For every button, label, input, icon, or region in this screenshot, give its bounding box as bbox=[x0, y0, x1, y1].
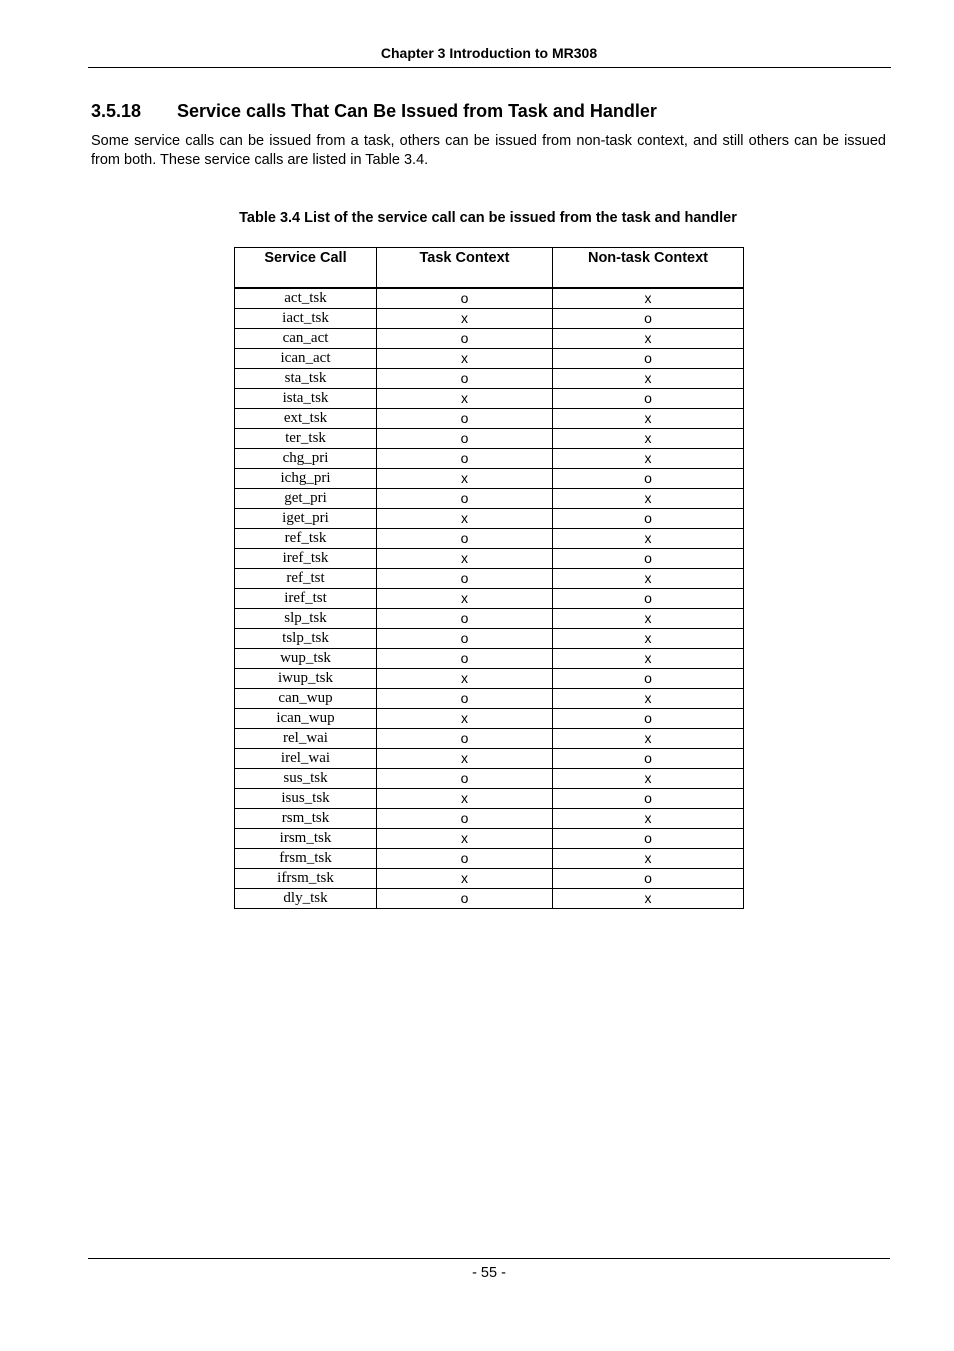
service-call-cell: ican_wup bbox=[235, 709, 377, 729]
service-call-cell: isus_tsk bbox=[235, 789, 377, 809]
table-row bbox=[235, 509, 744, 529]
task-context-cell: o bbox=[377, 769, 553, 789]
task-context-cell: o bbox=[377, 489, 553, 509]
table-row bbox=[235, 389, 744, 409]
non-task-context-cell: x bbox=[553, 288, 744, 309]
task-context-cell: o bbox=[377, 689, 553, 709]
task-context-cell: o bbox=[377, 449, 553, 469]
non-task-context-cell: o bbox=[553, 309, 744, 329]
table-row bbox=[235, 549, 744, 569]
non-task-context-cell: o bbox=[553, 509, 744, 529]
table-row bbox=[235, 769, 744, 789]
table-row bbox=[235, 829, 744, 849]
table-row bbox=[235, 589, 744, 609]
service-call-cell: irsm_tsk bbox=[235, 829, 377, 849]
non-task-context-cell: o bbox=[553, 349, 744, 369]
service-call-cell: tslp_tsk bbox=[235, 629, 377, 649]
table-row bbox=[235, 649, 744, 669]
task-context-cell: x bbox=[377, 309, 553, 329]
task-context-cell: o bbox=[377, 849, 553, 869]
non-task-context-cell: x bbox=[553, 529, 744, 549]
task-context-cell: x bbox=[377, 469, 553, 489]
section-number: 3.5.18 bbox=[91, 101, 142, 121]
non-task-context-cell: x bbox=[553, 449, 744, 469]
table-row bbox=[235, 749, 744, 769]
service-call-cell: ifrsm_tsk bbox=[235, 869, 377, 889]
non-task-context-cell: o bbox=[553, 469, 744, 489]
table-row bbox=[235, 429, 744, 449]
service-call-cell: ichg_pri bbox=[235, 469, 377, 489]
table-body bbox=[235, 288, 744, 909]
table-row bbox=[235, 569, 744, 589]
header-rule bbox=[88, 67, 891, 68]
task-context-cell: o bbox=[377, 409, 553, 429]
task-context-cell: o bbox=[377, 369, 553, 389]
service-call-cell: wup_tsk bbox=[235, 649, 377, 669]
non-task-context-cell: o bbox=[553, 829, 744, 849]
table-row bbox=[235, 369, 744, 389]
service-call-cell: iact_tsk bbox=[235, 309, 377, 329]
task-context-cell: o bbox=[377, 729, 553, 749]
non-task-context-cell: o bbox=[553, 389, 744, 409]
task-context-cell: o bbox=[377, 529, 553, 549]
table-row bbox=[235, 709, 744, 729]
table-row bbox=[235, 729, 744, 749]
non-task-context-cell: x bbox=[553, 489, 744, 509]
task-context-cell: x bbox=[377, 709, 553, 729]
service-call-cell: dly_tsk bbox=[235, 889, 377, 909]
non-task-context-cell: x bbox=[553, 889, 744, 909]
non-task-context-cell: x bbox=[553, 429, 744, 449]
table-row bbox=[235, 629, 744, 649]
table-row bbox=[235, 529, 744, 549]
table-row bbox=[235, 889, 744, 909]
task-context-cell: x bbox=[377, 749, 553, 769]
service-call-cell: irel_wai bbox=[235, 749, 377, 769]
table-header-row bbox=[235, 248, 744, 289]
task-context-cell: o bbox=[377, 288, 553, 309]
non-task-context-cell: x bbox=[553, 609, 744, 629]
table-row bbox=[235, 869, 744, 889]
table-caption: Table 3.4 List of the service call can be issued from the task and handler bbox=[239, 210, 737, 226]
non-task-context-cell: x bbox=[553, 809, 744, 829]
running-header: Chapter 3 Introduction to MR308 bbox=[380, 45, 598, 61]
service-call-cell: rel_wai bbox=[235, 729, 377, 749]
non-task-context-cell: o bbox=[553, 749, 744, 769]
non-task-context-cell: x bbox=[553, 769, 744, 789]
non-task-context-cell: x bbox=[553, 569, 744, 589]
task-context-cell: o bbox=[377, 429, 553, 449]
task-context-cell: x bbox=[377, 829, 553, 849]
section-title: Service calls That Can Be Issued from Task and Handler bbox=[177, 101, 657, 121]
service-call-cell: chg_pri bbox=[235, 449, 377, 469]
task-context-cell: o bbox=[377, 569, 553, 589]
service-call-cell: act_tsk bbox=[235, 288, 377, 309]
task-context-cell: x bbox=[377, 349, 553, 369]
table-row bbox=[235, 809, 744, 829]
service-call-cell: frsm_tsk bbox=[235, 849, 377, 869]
table-row bbox=[235, 689, 744, 709]
service-call-cell: ter_tsk bbox=[235, 429, 377, 449]
non-task-context-cell: x bbox=[553, 329, 744, 349]
table-row bbox=[235, 288, 744, 309]
non-task-context-cell: o bbox=[553, 869, 744, 889]
service-call-cell: iref_tsk bbox=[235, 549, 377, 569]
page-number: - 55 - bbox=[472, 1265, 506, 1281]
intro-paragraph: Some service calls can be issued from a task, others can be issued from non-task context, and still others can be issued from both. These service calls are listed in Table 3.4. bbox=[91, 133, 886, 168]
footer-rule bbox=[88, 1258, 890, 1259]
non-task-context-cell: o bbox=[553, 589, 744, 609]
non-task-context-cell: x bbox=[553, 629, 744, 649]
task-context-cell: o bbox=[377, 889, 553, 909]
non-task-context-cell: o bbox=[553, 789, 744, 809]
service-call-cell: ref_tst bbox=[235, 569, 377, 589]
non-task-context-cell: x bbox=[553, 369, 744, 389]
table-row bbox=[235, 329, 744, 349]
task-context-cell: o bbox=[377, 629, 553, 649]
task-context-cell: x bbox=[377, 589, 553, 609]
service-call-cell: rsm_tsk bbox=[235, 809, 377, 829]
service-call-table bbox=[234, 247, 744, 909]
task-context-cell: x bbox=[377, 509, 553, 529]
non-task-context-cell: x bbox=[553, 689, 744, 709]
non-task-context-cell: o bbox=[553, 549, 744, 569]
column-header-service-call: Service Call bbox=[235, 248, 377, 289]
non-task-context-cell: o bbox=[553, 669, 744, 689]
non-task-context-cell: x bbox=[553, 409, 744, 429]
service-call-cell: ext_tsk bbox=[235, 409, 377, 429]
non-task-context-cell: o bbox=[553, 709, 744, 729]
service-call-cell: can_wup bbox=[235, 689, 377, 709]
table-row bbox=[235, 469, 744, 489]
task-context-cell: x bbox=[377, 669, 553, 689]
service-call-cell: sta_tsk bbox=[235, 369, 377, 389]
table-row bbox=[235, 409, 744, 429]
non-task-context-cell: x bbox=[553, 849, 744, 869]
task-context-cell: x bbox=[377, 869, 553, 889]
table-row bbox=[235, 789, 744, 809]
task-context-cell: o bbox=[377, 809, 553, 829]
service-call-cell: iget_pri bbox=[235, 509, 377, 529]
service-call-cell: get_pri bbox=[235, 489, 377, 509]
task-context-cell: o bbox=[377, 609, 553, 629]
column-header-task-context: Task Context bbox=[377, 248, 553, 289]
task-context-cell: x bbox=[377, 789, 553, 809]
table-row bbox=[235, 849, 744, 869]
non-task-context-cell: x bbox=[553, 729, 744, 749]
service-call-cell: ican_act bbox=[235, 349, 377, 369]
table-row bbox=[235, 349, 744, 369]
table-row bbox=[235, 609, 744, 629]
table-row bbox=[235, 669, 744, 689]
service-call-cell: can_act bbox=[235, 329, 377, 349]
task-context-cell: x bbox=[377, 549, 553, 569]
task-context-cell: o bbox=[377, 329, 553, 349]
task-context-cell: o bbox=[377, 649, 553, 669]
column-header-non-task-context: Non-task Context bbox=[553, 248, 744, 289]
table-row bbox=[235, 449, 744, 469]
service-call-cell: iwup_tsk bbox=[235, 669, 377, 689]
service-call-cell: ref_tsk bbox=[235, 529, 377, 549]
service-call-cell: sus_tsk bbox=[235, 769, 377, 789]
service-call-cell: slp_tsk bbox=[235, 609, 377, 629]
section-heading bbox=[91, 100, 657, 122]
task-context-cell: x bbox=[377, 389, 553, 409]
service-call-cell: ista_tsk bbox=[235, 389, 377, 409]
table-row bbox=[235, 489, 744, 509]
service-call-cell: iref_tst bbox=[235, 589, 377, 609]
table-row bbox=[235, 309, 744, 329]
non-task-context-cell: x bbox=[553, 649, 744, 669]
